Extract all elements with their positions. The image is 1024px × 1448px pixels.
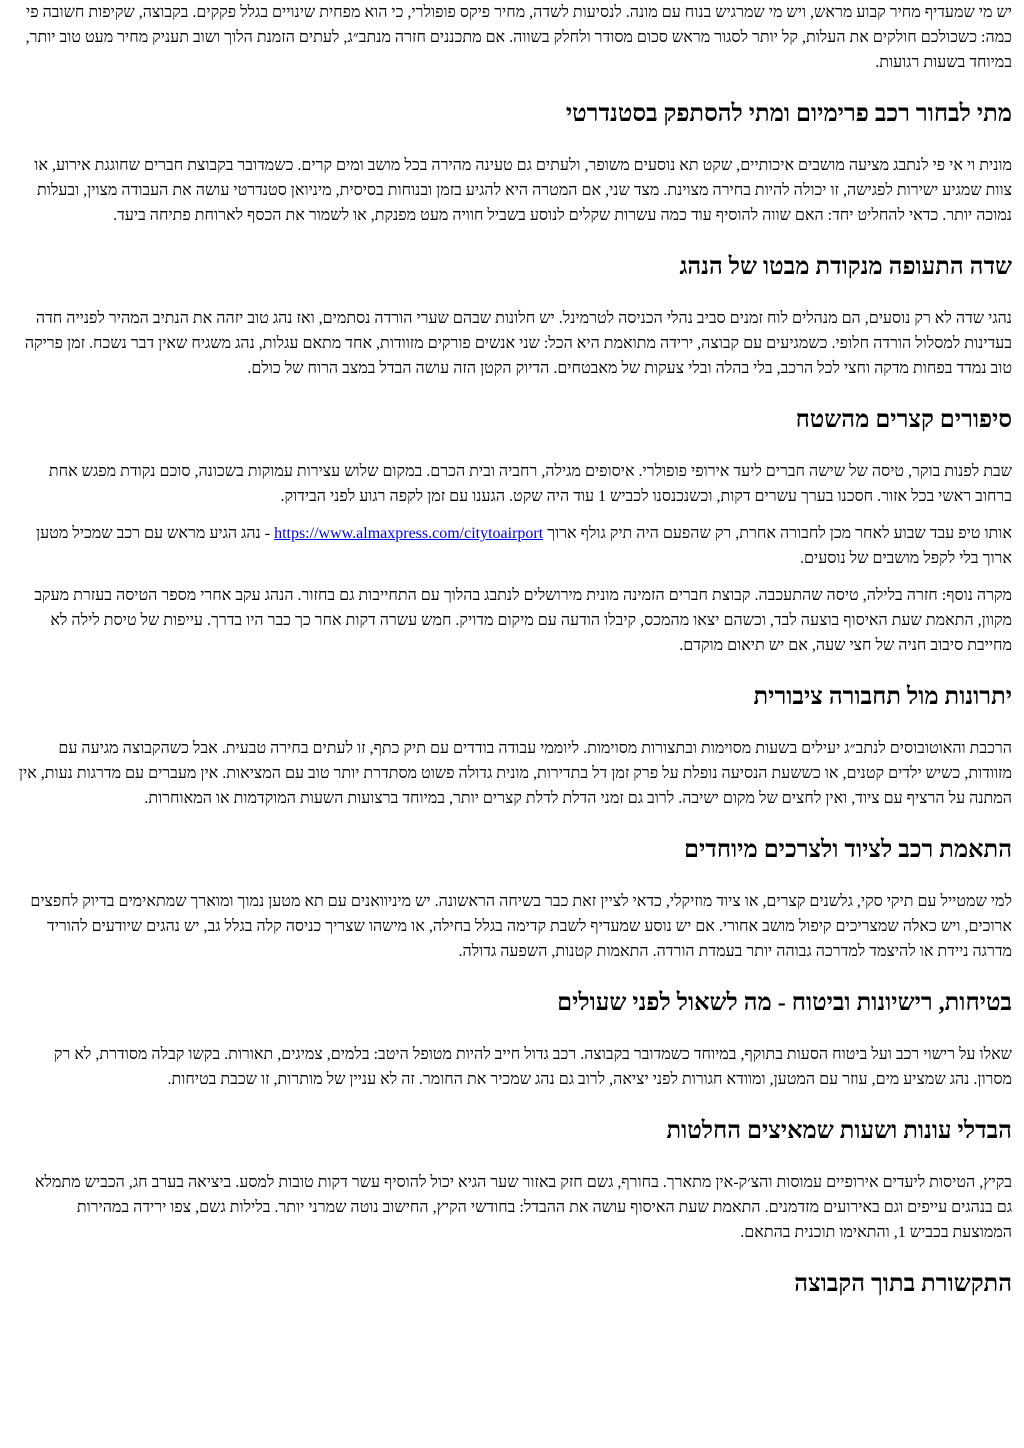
paragraph: מקרה נוסף: חזרה בלילה, טיסה שהתעכבה. קבוצת חברים הזמינה מונית מירושלים לנתבג בהלוך עם התחייבות גם בחזור. הנהג עקב אחרי מספר הטיסה בעזרת מעקב מקוון, התאמת שעת האיסוף בוצעה לבד, וכשהם יצאו מהמכס, קיבלו הודעה עם מיקום מדויק. חמש עשרה דקות אחר כך כבר היו בדרך. עייפות של טיסת לילה לא מחייבת סיבוב חניה של חצי שעה, אם יש תיאום מוקדם. [34,587,1012,654]
section-heading-seasons: הבדלי עונות ושעות שמאיצים החלטות [666,1118,1012,1144]
paragraph: מונית וי אי פי לנתבג מציעה מושבים איכותיים, שקט תא נוסעים משופר, ולעתים גם טעינה מהירה בכל מושב ומים קרים. כשמדובר בקבוצת חברים שחוגגת אירוע, או צוות שמגיע ישירות לפגישה, זו יכולה להיות בחירה מצוינת. מצד שני, אם המטרה היא להגיע בזמן ובנוחות בסיסית, מיניואן סטנדרטי עושה את העבודה מצוין, ובעלות נמוכה יותר. כדאי להחליט יחד: האם שווה להוסיף עוד כמה עשרות שקלים לנוסע בשביל חוויה מעט מפנקת, או לשמור את הכסף לארוחת פתיחה ביעד. [34,157,1012,224]
paragraph: נהגי שדה לא רק נוסעים, הם מנהלים לוח זמנים סביב נהלי הכניסה לטרמינל. יש חלונות שבהם שערי הורדה נסתמים, ואז נהג טוב יזהה את הנתיב המהיר לפנייה חדה בעדינות למסלול הורדה חלופי. כשמגיעים עם קבוצה, ירידה מתואמת היא הכל: שני אנשים פורקים מזוודות, אחד מתאם עגלות, נהג משגיח שאין דבר נשכח. זמן פריקה טוב נמדד בפחות מדקה וחצי לכל הרכב, בלי בהלה ובלי צעקות של מאבטחים. הדיוק הקטן הזה עושה הבדל במצב הרוח של כולם. [24,310,1012,377]
link-paragraph-before: אותו טיפ עבד שבוע לאחר מכן לחבורה אחרת, רק שהפעם היה תיק גולף ארוך [543,525,1012,542]
section-heading-communication: התקשורת בתוך הקבוצה [794,1271,1012,1297]
intro-paragraph: יש מי שמעדיף מחיר קבוע מראש, ויש מי שמרגיש בנוח עם מונה. לנסיעות לשדה, מחיר פיקס פופולרי, כי הוא מפחית שינויים בגלל פקקים. בקבוצה, שקיפות חשובה פי כמה: כשכולכם חולקים את העלות, קל יותר לסגור מראש סכום מסודר ולחלק בשווה. אם מתכננים חזרה מנתב״ג, לעתים הזמנת הלוך ושוב תעניק מחיר מעט טוב יותר, במיוחד בשעות רגועות. [25,4,1012,71]
paragraph-with-link [18,521,1012,571]
section-heading-driver-view: שדה התעופה מנקודת מבטו של הנהג [679,254,1012,280]
paragraph: שבת לפנות בוקר, טיסה של שישה חברים ליעד אירופי פופולרי. איסופים מגילה, רחביה ובית הכרם. במקום שלוש עצירות עמוקות בשכונה, סוכם נקודת מפגש אחת ברחוב ראשי בכל אזור. חסכנו בערך עשרים דקות, וכשנכנסנו לכביש 1 עוד היה שקט. הגענו עם זמן לקפה רגוע לפני הבידוק. [48,463,1012,505]
section-heading-equipment: התאמת רכב לציוד ולצרכים מיוחדים [684,837,1012,863]
paragraph: הרכבת והאוטובוסים לנתב״ג יעילים בשעות מסוימות ובתצורות מסוימות. ליוממי עבודה בודדים עם תיק כתף, זו לעתים בחירה טבעית. אבל כשהקבוצה מגיעה עם מזוודות, כשיש ילדים קטנים, או כששעת הנסיעה נופלת על פרק זמן דל בתדירות, מונית גדולה פשוט מסתדרת יותר טוב עם המציאות. אין מעברים עם מדרגות נעות, אין המתנה על הרציף עם ציוד, ואין לחצים של מקום ישיבה. לרוב גם זמני הדלת לדלת קצרים יותר, במיוחד ברצועות השעות המוקדמות או המאוחרות. [18,740,1012,807]
paragraph: למי שמטייל עם תיקי סקי, גלשנים קצרים, או ציוד מוזיקלי, כדאי לציין זאת כבר בשיחה הראשונה. יש מיניוואנים עם תא מטען נמוך ומוארך שמתאימים בדיוק לחפצים ארוכים, ויש כאלה שמצריכים קיפול מושב אחורי. אם יש נוסע שמעדיף לשבת קדימה בגלל בחילה, או מישהו שצריך כניסה קלה בגלל גב, יש נהגים שיודעים להוריד מדרגה ניידת או להיצמד למדרכה גבוהה יותר בעמדת הורדה. התאמות קטנות, השפעה גדולה. [30,893,1012,960]
section-heading-stories: סיפורים קצרים מהשטח [795,407,1012,433]
paragraph: בקיץ, הטיסות ליעדים אירופיים עמוסות והצ׳ק-אין מתארך. בחורף, גשם חזק באזור שער הגיא יכול להוסיף עשר דקות טובות למסע. ביציאה בערב חג, הכביש מתמלא גם בנהגים עייפים וגם באירועים מזדמנים. התאמת שעת האיסוף עושה את ההבדל: בחודשי הקיץ, החישוב נוטה שמרני יותר. בלילות גשם, צפו ירידה במהירות הממוצעת בכביש 1, והתאימו תוכנית בהתאם. [34,1174,1012,1241]
section-heading-public-transport: יתרונות מול תחבורה ציבורית [753,684,1012,710]
almaxpress-link[interactable]: https://www.almaxpress.com/citytoairport [274,525,544,542]
section-heading-premium: מתי לבחור רכב פרימיום ומתי להסתפק בסטנדרטי [565,101,1012,127]
paragraph: שאלו על רישוי רכב ועל ביטוח הסעות בתוקף, במיוחד כשמדובר בקבוצה. רכב גדול חייב להיות מטופל היטב: בלמים, צמיגים, תאורות. בקשו קבלה מסודרת, לא רק מסרון. נהג שמציע מים, עוזר עם המטען, ומוודא חגורות לפני יציאה, לרוב גם נהג שמכיר את החומר. זה לא עניין של מותרות, זו שכבת בטיחות. [53,1046,1012,1088]
link-paragraph-after: - נהג הגיע מראש עם רכב שמכיל מטען ארוך בלי לקפל מושבים של נוסעים. [36,525,1012,567]
section-heading-safety: בטיחות, רישיונות וביטוח - מה לשאול לפני שעולים [557,990,1012,1016]
